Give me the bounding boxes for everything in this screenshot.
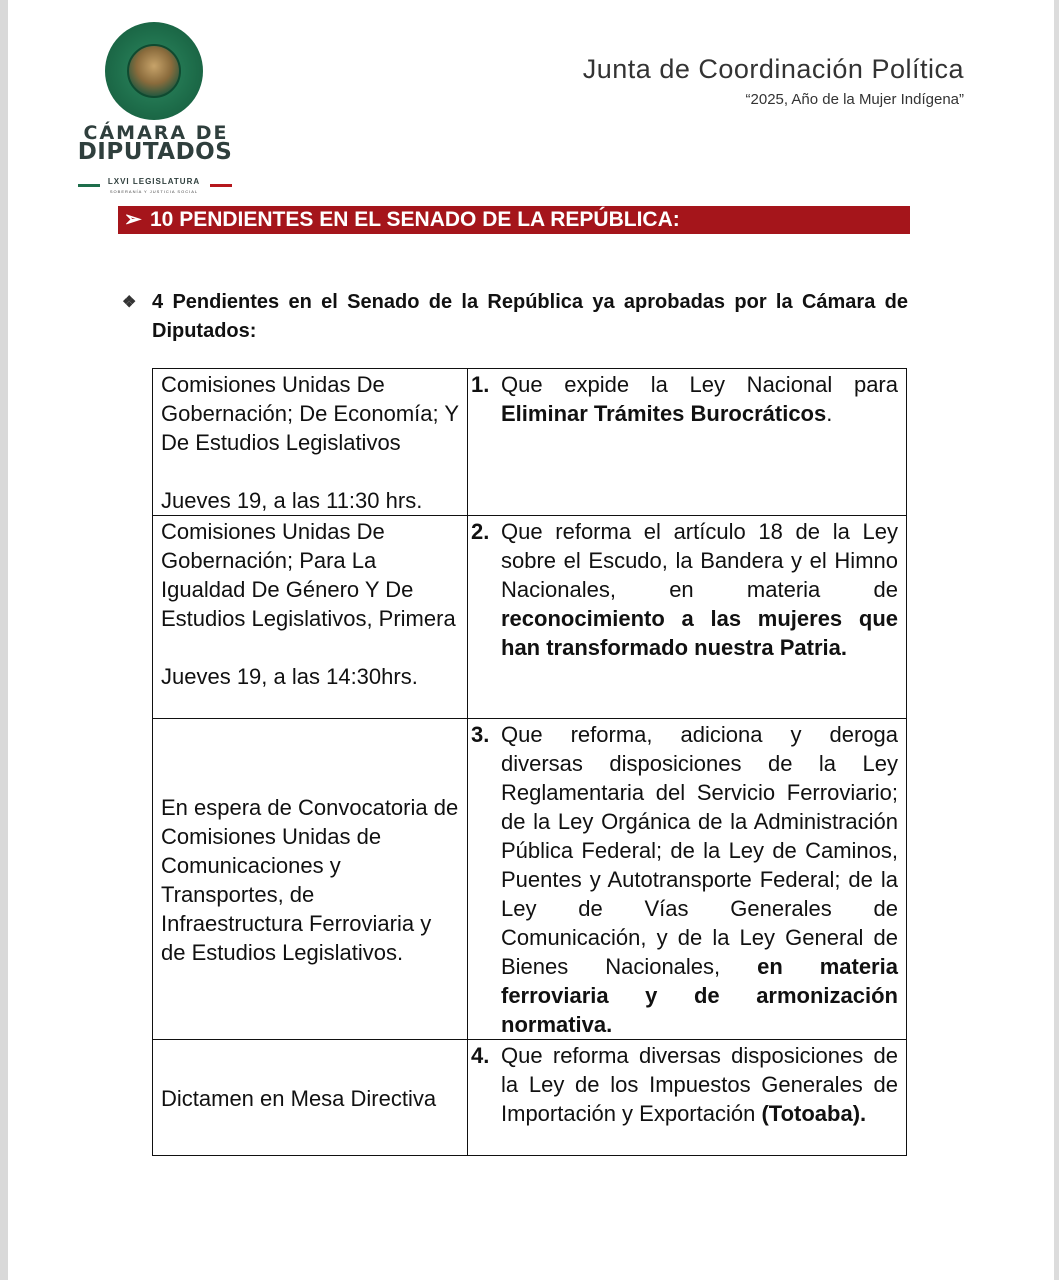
- table-row: [153, 369, 907, 516]
- description-bold: Eliminar Trámites Burocráticos: [501, 401, 827, 426]
- commission-text: Dictamen en Mesa Directiva: [161, 1085, 437, 1111]
- description-bold: reconocimiento a las mujeres que han transformado nuestra Patria.: [501, 606, 898, 660]
- description-cell: [468, 719, 907, 1040]
- page-edge-left: [0, 0, 8, 1280]
- description-cell: [468, 516, 907, 719]
- item-number: 1.: [471, 372, 490, 397]
- section-heading-text: 4 Pendientes en el Senado de la República ya aprobadas por la Cámara de Diputados:: [152, 291, 908, 342]
- pending-items-table: [152, 368, 907, 1156]
- description-bold: en materia ferroviaria y de armonización normativa.: [501, 954, 898, 1037]
- schedule-text: Jueves 19, a las 14:30hrs.: [161, 664, 418, 689]
- schedule-text: Jueves 19, a las 11:30 hrs.: [161, 488, 423, 513]
- item-number: 4.: [471, 1043, 490, 1068]
- table-row: [153, 1040, 907, 1156]
- banner-text: 10 PENDIENTES EN EL SENADO DE LA REPÚBLICA:: [150, 208, 680, 231]
- commission-text: Comisiones Unidas De Gobernación; De Economía; Y De Estudios Legislativos: [161, 372, 459, 455]
- description-bold: (Totoaba).: [761, 1101, 867, 1126]
- table-row: [153, 516, 907, 719]
- description-text: Que expide la Ley Nacional para: [501, 372, 898, 397]
- description-text: Que reforma diversas disposiciones de la Ley de los Impuestos Generales de Importación y Exportación: [501, 1043, 898, 1126]
- logo-bar-red: [210, 184, 232, 187]
- description-cell: [468, 1040, 907, 1156]
- page-edge-right: [1054, 0, 1059, 1280]
- commission-cell: [153, 369, 468, 516]
- table-row: [153, 719, 907, 1040]
- logo-text-legislatura: LXVI LEGISLATURA: [107, 177, 201, 186]
- camara-logo: [74, 22, 236, 194]
- description-cell: [468, 369, 907, 516]
- emblem-icon: [105, 22, 203, 120]
- description-text: Que reforma, adiciona y deroga diversas disposiciones de la Ley Reglamentaria del Servicio Ferroviario; de la Ley Orgánica de la Administración Pública Federal; de la Ley de Caminos, Puentes y Autotransporte Federal; de la Ley de Vías Generales de Comunicación, y de la Ley General de Bienes Nacionales,: [501, 722, 898, 979]
- header-title: Junta de Coordinación Política: [582, 54, 964, 84]
- section-heading: [122, 288, 908, 346]
- commission-cell: [153, 719, 468, 1040]
- logo-text-motto: SOBERANÍA Y JUSTICIA SOCIAL: [109, 189, 199, 194]
- commission-cell: [153, 516, 468, 719]
- arrow-icon: ➢: [124, 208, 142, 231]
- section-banner: [118, 206, 910, 234]
- commission-text: Comisiones Unidas De Gobernación; Para La Igualdad De Género Y De Estudios Legislativos, Primera: [161, 519, 456, 631]
- description-text: Que reforma el artículo 18 de la Ley sobre el Escudo, la Bandera y el Himno Nacionales, en materia de: [501, 519, 898, 602]
- item-number: 3.: [471, 722, 490, 747]
- header-subtitle: “2025, Año de la Mujer Indígena”: [745, 91, 964, 108]
- diamond-bullet-icon: ❖: [122, 294, 137, 311]
- commission-cell: [153, 1040, 468, 1156]
- logo-text-camara: CÁMARA DE: [83, 122, 229, 144]
- commission-text: En espera de Convocatoria de Comisiones Unidas de Comunicaciones y Transportes, de Infraestructura Ferroviaria y de Estudios Legislativos.: [161, 794, 459, 965]
- item-number: 2.: [471, 519, 490, 544]
- description-end: .: [826, 401, 833, 426]
- logo-text-diputados: DIPUTADOS: [77, 139, 233, 165]
